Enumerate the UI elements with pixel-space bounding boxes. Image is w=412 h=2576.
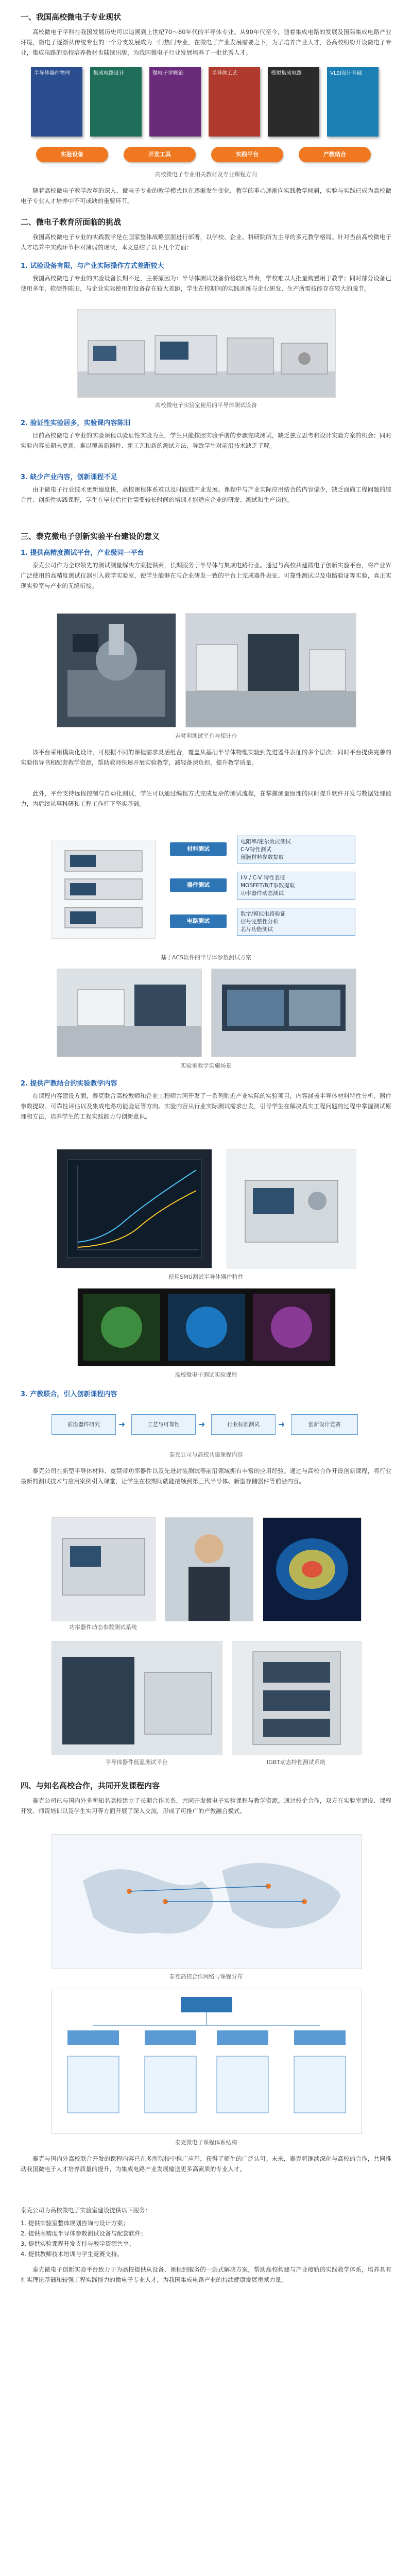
diag-box-material: 电阻率/霍尔效应测试 C-V特性测试 薄膜材料参数提取 [237, 836, 355, 863]
section2-sub2: 2. 验证性实验居多，实验课内容陈旧 [21, 419, 131, 427]
world-map-graphic [52, 1834, 362, 1969]
chip: 开发工具 [124, 147, 196, 162]
service-item: 4. 提供教师技术培训与学生竞赛支持。 [21, 2250, 123, 2258]
arrow-right-icon: ➜ [278, 1419, 285, 1429]
heatmap-photo [263, 1517, 362, 1621]
section3-p2: 该平台采用模块化设计，可根据不同的课程需求灵活组合，覆盖从基础半导体物理实验到先进器件表征的多个层次；同时平台提供完善的实验指导书和配套教学资源，帮助教师快速开展实验教学，减轻备课负担，提升教学质量。 [21, 749, 391, 766]
section3-sub1: 1. 提供高精度测试平台，产业级同一平台 [21, 549, 144, 557]
photo-h-caption: 半导体器件低温测试平台 [105, 1759, 168, 1766]
diag-tag-circuit: 电路测试 [170, 914, 227, 928]
books-row [31, 64, 381, 139]
section3-p5: 泰克公司在新型半导体材料、宽禁带功率器件以及先进封装测试等前沿领域拥有丰富的应用经验。通过与高校合作开设创新课程，将行业最新的测试技术与应用案例引入课堂，让学生在校期间就能接触到第三代半导体、新型存储器件等前沿内容。 [21, 1467, 391, 1485]
course-tree-graphic [52, 1989, 362, 2134]
flow-step: 行业标准测试 [211, 1414, 276, 1435]
chip: 实验设备 [36, 147, 108, 162]
classroom-photo-2 [211, 969, 356, 1057]
section3-p3: 此外，平台支持远程控制与自动化测试，学生可以通过编程方式完成复杂的测试流程，在掌握测量原理的同时提升软件开发与数据处理能力，为后续从事科研和工程工作打下坚实基础。 [21, 790, 391, 807]
photo-d-caption: 使用SMU测试半导体器件特性 [168, 1274, 244, 1280]
smu-instrument-photo [227, 1149, 356, 1268]
lab-room-photo [185, 613, 356, 727]
test-category-diagram [52, 829, 360, 948]
course-image-strip [77, 1288, 336, 1366]
book-cover: 模拟集成电路 [268, 67, 319, 137]
flow-caption: 泰克公司与高校共建课程内容 [169, 1451, 243, 1458]
section3-sub3: 3. 产教联合，引入创新课程内容 [21, 1391, 117, 1398]
flow-step: 前沿器件研究 [52, 1414, 116, 1435]
closing-paragraph: 泰克微电子创新实验平台致力于为高校提供从设备、课程到服务的一站式解决方案，帮助高校构建与产业接轨的实践教学体系，培养具有扎实理论基础和较强工程实践能力的微电子专业人才，为我国集成电路产业的持续健康发展贡献力量。 [21, 2266, 391, 2283]
lab-equipment-photo [77, 309, 336, 398]
tree-caption: 泰克微电子课程体系结构 [175, 2139, 237, 2146]
diag-box-device: I-V / C-V 特性表征 MOSFET/BJT参数提取 功率器件动态测试 [237, 872, 355, 900]
section1-title: 一、我国高校微电子专业现状 [21, 12, 122, 22]
chip: 产教结合 [299, 147, 371, 162]
chip: 实践平台 [211, 147, 283, 162]
section4-p1: 泰克公司已与国内外多所知名高校建立了长期合作关系，共同开发微电子实验课程与教学资源。通过校企合作，双方在实验室建设、课程开发、师资培训以及学生实习等方面开展了深入交流，形成了可推广的产教融合模式。 [21, 1797, 391, 1815]
section3-p1: 泰克公司作为全球领先的测试测量解决方案提供商，长期服务于半导体与集成电路行业。通过与高校共建微电子创新实验平台，将产业界广泛使用的高精度测试仪器引入教学实验室，使学生能够在与企业研发一致的平台上完成器件表征、可靠性测试以及电路验证等实验，真正实现实验室与产业的无缝衔接。 [21, 562, 391, 589]
arrow-right-icon: ➜ [118, 1419, 126, 1429]
flow-step: 创新设计竞赛 [291, 1414, 358, 1435]
smu-screen-photo [57, 1149, 212, 1268]
section3-p4: 在课程内容建设方面，泰克联合高校教师和企业工程师共同开发了一系列贴近产业实际的实验项目，内容涵盖半导体材料特性分析、器件参数提取、可靠性评估以及集成电路功能验证等方向。实验内容从行业实际测试需求出发，引导学生在解决真实工程问题的过程中掌握测试原理和方法，培养学生的工程实践能力与创新意识。 [21, 1092, 391, 1120]
section2-p2: 目前高校微电子专业的实验课程以验证性实验为主，学生只能按照实验手册的步骤完成测试，缺乏独立思考和设计实验方案的机会；同时实验内容长期未更新，难以覆盖新器件、新工艺和新的测试方法，导致学生对前沿技术缺乏了解。 [21, 432, 391, 449]
power-device-photo [52, 1517, 156, 1621]
classroom-photo-1 [57, 969, 202, 1057]
presenter-photo [165, 1517, 253, 1621]
section4-p2: 泰克与国内外高校联合开发的课程内容已在多所院校中推广应用，获得了师生的广泛认可。未来，泰克将继续深化与高校的合作，共同推动我国微电子人才培养质量的提升，为集成电路产业发展输送更多高素质的专业人才。 [21, 2155, 391, 2173]
arrow-right-icon: ➜ [198, 1419, 205, 1429]
book-cover: 微电子学概论 [149, 67, 201, 137]
section2-intro: 我国高校微电子专业的实践教学是在国家整体战略层面进行部署，以学校、企业、科研院所为主导的多元教学格局。针对当前高校微电子人才培养中实践环节相对薄弱的现状，本文总结了以下几个方面： [21, 233, 391, 251]
map-caption: 泰克高校合作网络与课程分布 [169, 1973, 243, 1980]
service-item: 1. 提供实验室整体规划咨询与设计方案； [21, 2219, 129, 2227]
probe-station-photo [57, 613, 176, 727]
photo-a-caption: 吉时利测试平台与探针台 [175, 733, 237, 739]
diag-box-circuit: 数字/模拟电路验证 信号完整性分析 芯片功能测试 [237, 908, 355, 936]
book-cover: 集成电路设计 [90, 67, 142, 137]
photo1-caption: 高校微电子实验室使用的半导体测试设备 [155, 402, 257, 409]
service-item: 3. 提供实验课程开发支持与教学资源共享； [21, 2240, 135, 2247]
service-item: 2. 提供高精度半导体参数测试设备与配套软件； [21, 2230, 147, 2237]
diag-tag-material: 材料测试 [170, 842, 227, 856]
section4-title: 四、与知名高校合作，共同开发课程内容 [21, 1781, 160, 1790]
diag-tag-device: 器件测试 [170, 878, 227, 892]
book-cover: 半导体工艺 [209, 67, 260, 137]
closing-intro: 泰克公司为高校微电子实验室建设提供以下服务： [21, 2207, 151, 2214]
section3-sub2: 2. 提供产教结合的实验教学内容 [21, 1080, 117, 1088]
photo-c-caption: 实验室教学实施场景 [180, 1062, 232, 1069]
section2-title: 二、微电子教育所面临的挑战 [21, 217, 122, 227]
ibgt-system-photo-2 [232, 1641, 362, 1755]
book-cover: VLSI设计基础 [327, 67, 379, 137]
book-cover: 半导体器件物理 [31, 67, 82, 137]
books-caption: 高校微电子专业相关教材及专业课程方向 [155, 171, 257, 178]
instrument-stack-photo [52, 840, 156, 939]
photo-g-caption: IGBT动态特性测试系统 [266, 1759, 326, 1766]
section2-p1: 我国高校微电子专业的实验设备长期不足，主要原因为：半导体测试设备价格较为昂贵，学校难以大批量购置用于教学；同时部分设备已使用多年，软硬件陈旧，与企业实际使用的设备存在较大差距，学生在校期间的实践训练与企业研发、生产所需技能存在较大的脱节。 [21, 275, 391, 292]
photo-e-caption: 高校微电子测试实验课程 [175, 1371, 237, 1378]
course-flow [52, 1404, 360, 1445]
section1-intro: 高校微电子学科在我国发展历史可以追溯到上世纪70～80年代的半导体专业。从90年代至今，随着集成电路的发展及国际集成电路产业环境，微电子逐渐从传统专业的一个分支发展成为一门热门专业，在微电子产业发展需要之下，为了培养产业人才，各高校纷纷开设微电子专业，集成电路的高校培养教材也陆续出版，为我国微电子行业发展培养了一批优秀人才。 [21, 28, 391, 56]
section2-sub1: 1. 试验设备有限，与产业实际操作方式差距较大 [21, 262, 164, 270]
section2-p3: 由于微电子行业技术更新速度快，高校课程体系难以及时跟进产业发展。课程中与产业实际应用结合的内容偏少，缺乏面向工程问题的综合性、创新性实践课程，学生在毕业后往往需要较长时间的培训才能适应企业的研发、测试和生产岗位。 [21, 486, 391, 503]
section1-para2: 随着高校微电子教学改革的深入，微电子专业的教学模式也在逐渐发生变化，教学的重心逐渐向实践教学倾斜，实验与实践已成为高校微电子专业人才培养中不可或缺的重要环节。 [21, 187, 391, 205]
photo-b-caption: 基于ACS软件的半导体参数测试方案 [161, 954, 251, 961]
section2-sub3: 3. 缺少产业内容，创新课程不足 [21, 473, 117, 481]
ibgt-system-photo-1 [52, 1641, 222, 1755]
section3-title: 三、泰克微电子创新实验平台建设的意义 [21, 532, 160, 541]
flow-step: 工艺与可靠性 [131, 1414, 196, 1435]
photo-f-caption: 功率器件动态参数测试系统 [69, 1624, 137, 1631]
